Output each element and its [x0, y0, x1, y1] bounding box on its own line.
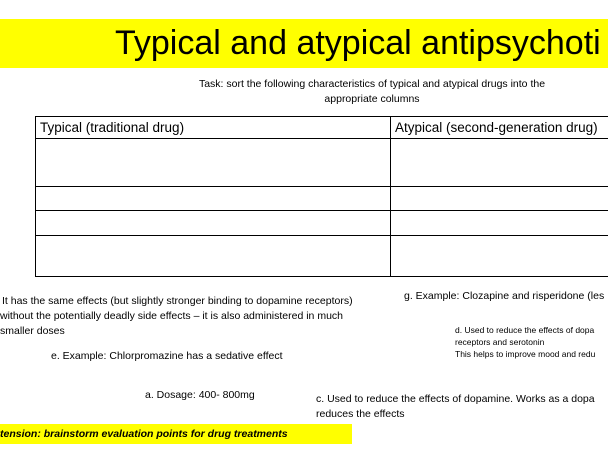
card-f-line-1[interactable]: It has the same effects (but slightly stronger binding to dopamine receptors) [2, 295, 353, 307]
slide-title: Typical and atypical antipsychoti [115, 24, 601, 62]
table-row [36, 187, 608, 211]
table-row [36, 139, 608, 187]
card-g[interactable]: g. Example: Clozapine and risperidone (les [404, 290, 605, 302]
card-c-line-1[interactable]: c. Used to reduce the effects of dopamine. Works as a dopa [316, 393, 595, 405]
extension-task: tension: brainstorm evaluation points for drug treatments [0, 428, 288, 440]
typical-cell[interactable] [36, 236, 391, 277]
task-line-1: Task: sort the following characteristics of typical and atypical drugs into the [198, 78, 546, 90]
task-line-2: appropriate columns [324, 93, 420, 105]
atypical-cell[interactable] [391, 236, 608, 277]
card-f-line-2[interactable]: without the potentially deadly side effects – it is also administered in much [0, 310, 343, 322]
card-d-line-2[interactable]: receptors and serotonin [455, 337, 545, 347]
card-a[interactable]: a. Dosage: 400- 800mg [145, 389, 255, 401]
card-d-line-1[interactable]: d. Used to reduce the effects of dopa [455, 325, 595, 335]
sorting-table [35, 116, 608, 277]
table-row [36, 211, 608, 236]
atypical-column-header: Atypical (second-generation drug) [391, 117, 608, 139]
card-f-line-3[interactable]: smaller doses [0, 325, 65, 337]
typical-column-header: Typical (traditional drug) [36, 117, 391, 139]
card-e[interactable]: e. Example: Chlorpromazine has a sedative effect [51, 350, 283, 362]
card-c-line-2[interactable]: reduces the effects [316, 408, 405, 420]
atypical-cell[interactable] [391, 211, 608, 236]
table-header-row [36, 117, 608, 139]
atypical-cell[interactable] [391, 187, 608, 211]
table-row [36, 236, 608, 277]
typical-cell[interactable] [36, 187, 391, 211]
atypical-cell[interactable] [391, 139, 608, 187]
typical-cell[interactable] [36, 139, 391, 187]
title-banner [0, 19, 608, 68]
card-d-line-3[interactable]: This helps to improve mood and redu [455, 349, 596, 359]
task-instructions [170, 77, 574, 107]
extension-banner [0, 424, 352, 444]
typical-cell[interactable] [36, 211, 391, 236]
